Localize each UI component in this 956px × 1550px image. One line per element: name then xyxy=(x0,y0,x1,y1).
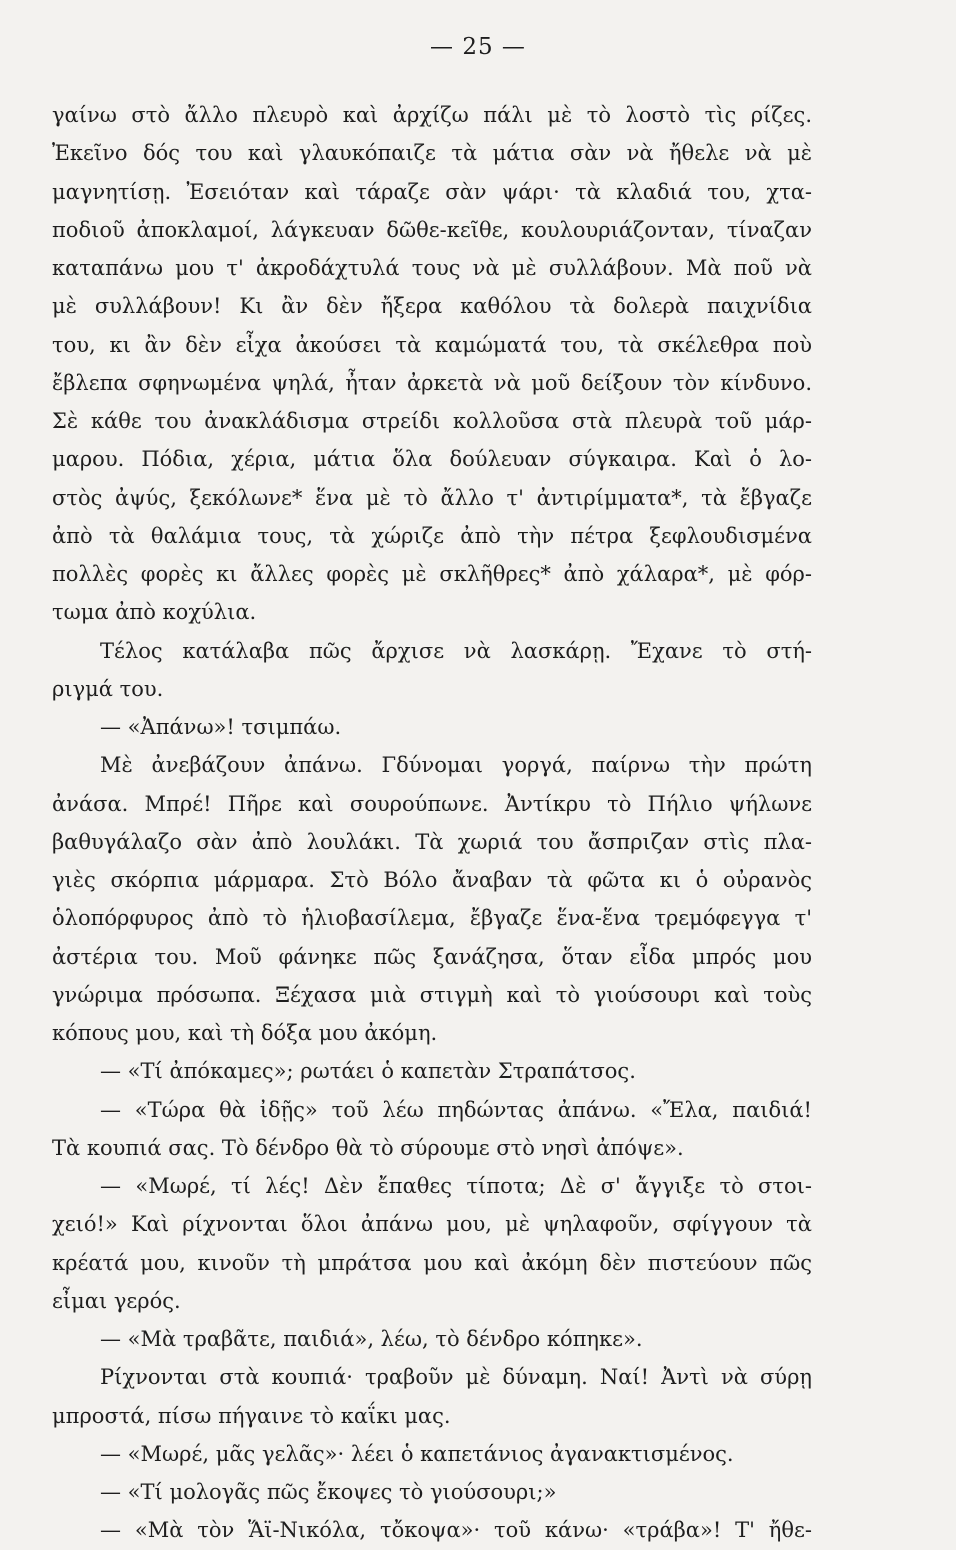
text-line: ποδιοῦ ἀποκλαμοί, λάγκευαν δῶθε-κεῖθε, κουλουριάζονταν, τίναζαν xyxy=(52,217,812,242)
text-line: Τὰ κουπιά σας. Τὸ δένδρο θὰ τὸ σύρουμε στὸ νησὶ ἀπόψε». xyxy=(52,1135,684,1160)
text-line: γαίνω στὸ ἄλλο πλευρὸ καὶ ἀρχίζω πάλι μὲ τὸ λοστὸ τὶς ρίζες. xyxy=(52,103,812,127)
text-line: κρέατά μου, κινοῦν τὴ μπράτσα μου καὶ ἀκόμη δὲν πιστεύουν πῶς xyxy=(52,1250,812,1275)
text-line: Μὲ ἀνεβάζουν ἀπάνω. Γδύνομαι γοργά, παίρνω τὴν πρώτη xyxy=(100,753,812,778)
dialogue-line: — «Ἀπάνω»! τσιμπάω. xyxy=(100,715,342,739)
text-line: ἀπὸ τὰ θαλάμια τους, τὰ χώριζε ἀπὸ τὴν πέτρα ξεφλουδισμένα xyxy=(52,523,812,548)
text-line: μὲ συλλάβουν! Κι ἂν δὲν ἤξερα καθόλου τὰ δολερὰ παιχνίδια xyxy=(52,294,812,319)
page-number: — 25 — xyxy=(430,34,526,60)
text-line: μαγνητίσῃ. Ἐσειόταν καὶ τάραζε σὰν ψάρι· τὰ κλαδιά του, χτα- xyxy=(52,179,812,204)
text-line: καταπάνω μου τ' ἀκροδάχτυλά τους νὰ μὲ συλλάβουν. Μὰ ποῦ νὰ xyxy=(52,256,812,280)
text-line: μπροστά, πίσω πήγαινε τὸ καΐκι μας. xyxy=(52,1403,451,1428)
text-line: ἀστέρια του. Μοῦ φάνηκε πῶς ξανάζησα, ὅταν εἶδα μπρός μου xyxy=(52,944,812,969)
text-line: του, κι ἂν δὲν εἶχα ἀκούσει τὰ καμώματά του, τὰ σκέλεθρα ποὺ xyxy=(52,332,812,357)
text-line: γιὲς σκόρπια μάρμαρα. Στὸ Βόλο ἄναβαν τὰ φῶτα κι ὁ οὐρανὸς xyxy=(52,868,812,892)
dialogue-line: — «Μωρέ, τί λές! Δὲν ἔπαθες τίποτα; Δὲ σ' ἄγγιξε τὸ στοι- xyxy=(100,1174,812,1198)
text-line: πολλὲς φορὲς κι ἄλλες φορὲς μὲ σκλῆθρες* ἀπὸ χάλαρα*, μὲ φόρ- xyxy=(52,562,812,586)
text-line: τωμα ἀπὸ κοχύλια. xyxy=(52,600,257,625)
body-text xyxy=(52,96,812,1550)
dialogue-line: — «Τώρα θὰ ἰδῇς» τοῦ λέω πηδώντας ἀπάνω. «Ἔλα, παιδιά! xyxy=(100,1097,812,1122)
dialogue-line: — «Μὰ τραβᾶτε, παιδιά», λέω, τὸ δένδρο κόπηκε». xyxy=(100,1327,643,1351)
text-line: ἔβλεπα σφηνωμένα ψηλά, ἦταν ἀρκετὰ νὰ μοῦ δείξουν τὸν κίνδυνο. xyxy=(52,370,812,395)
text-line: κόπους μου, καὶ τὴ δόξα μου ἀκόμη. xyxy=(52,1021,438,1045)
text-line: στὸς ἀψύς, ξεκόλωνε* ἕνα μὲ τὸ ἄλλο τ' ἀντιρίμματα*, τὰ ἔβγαζε xyxy=(52,485,812,510)
dialogue-line: — «Τί ἀπόκαμες»; ρωτάει ὁ καπετὰν Στραπάτσος. xyxy=(100,1059,636,1084)
text-line: Τέλος κατάλαβα πῶς ἄρχισε νὰ λασκάρῃ. Ἔχανε τὸ στή- xyxy=(100,638,812,663)
text-line: Ρίχνονται στὰ κουπιά· τραβοῦν μὲ δύναμη. Ναί! Ἀντὶ νὰ σύρῃ xyxy=(100,1365,812,1390)
dialogue-line: — «Μὰ τὸν Ἅϊ-Νικόλα, τὄκοψα»· τοῦ κάνω· «τράβα»! Τ' ἤθε- xyxy=(100,1518,812,1543)
text-line: ἀνάσα. Μπρέ! Πῆρε καὶ σουρούπωνε. Ἀντίκρυ τὸ Πήλιο ψήλωνε xyxy=(52,791,812,816)
text-line: Ἐκεῖνο δός του καὶ γλαυκόπαιζε τὰ μάτια σὰν νὰ ἤθελε νὰ μὲ xyxy=(52,141,812,166)
text-line: μαρου. Πόδια, χέρια, μάτια ὅλα δούλευαν σύγκαιρα. Καὶ ὁ λο- xyxy=(52,447,812,472)
text-line: χειό!» Καὶ ρίχνονται ὅλοι ἀπάνω μου, μὲ ψηλαφοῦν, σφίγγουν τὰ xyxy=(52,1212,812,1237)
text-line: εἶμαι γερός. xyxy=(52,1288,181,1313)
dialogue-line: — «Μωρέ, μᾶς γελᾶς»· λέει ὁ καπετάνιος ἀγανακτισμένος. xyxy=(100,1441,734,1466)
text-line: γνώριμα πρόσωπα. Ξέχασα μιὰ στιγμὴ καὶ τὸ γιούσουρι καὶ τοὺς xyxy=(52,982,812,1007)
text-line: Σὲ κάθε του ἀνακλάδισμα στρείδι κολλοῦσα στὰ πλευρὰ τοῦ μάρ- xyxy=(52,409,812,433)
text-line: ὁλοπόρφυρος ἀπὸ τὸ ἡλιοβασίλεμα, ἔβγαζε ἕνα-ἕνα τρεμόφεγγα τ' xyxy=(52,906,812,931)
text-line: βαθυγάλαζο σὰν ἀπὸ λουλάκι. Τὰ χωριά του ἄσπριζαν στὶς πλα- xyxy=(52,829,812,854)
text-line: ριγμά του. xyxy=(52,676,164,701)
dialogue-line: — «Τί μολογᾶς πῶς ἔκοψες τὸ γιούσουρι;» xyxy=(100,1480,557,1504)
